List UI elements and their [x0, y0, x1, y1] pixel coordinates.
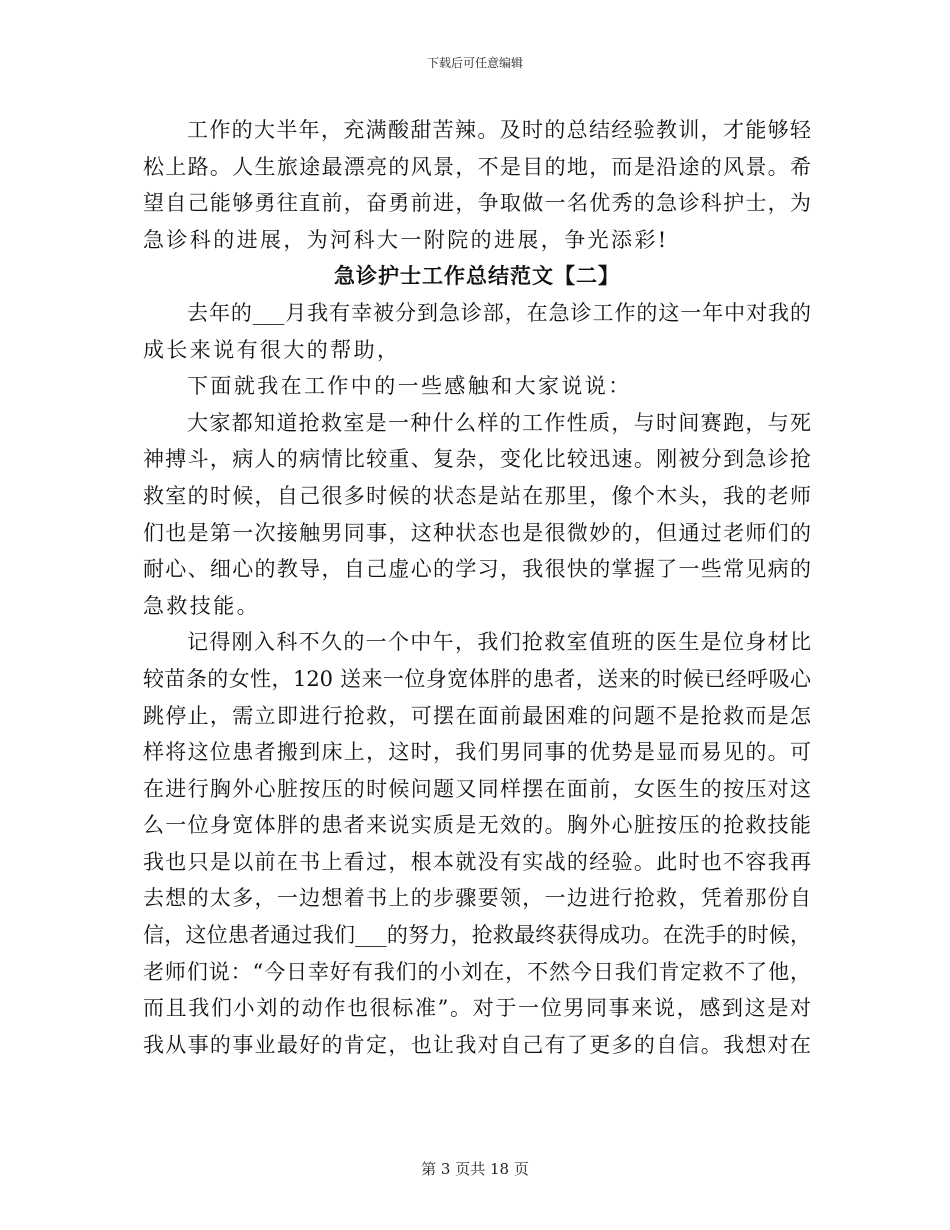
text-line: 信，这位患者通过我们___的努力，抢救最终获得成功。在洗手的时候， — [143, 923, 811, 948]
document-body — [143, 112, 811, 1063]
text-line: 们也是第一次接触男同事，这种状态也是很微妙的，但通过老师们的 — [143, 520, 811, 545]
section-title: 急诊护士工作总结范文【二】 — [334, 263, 620, 289]
text-line: 记得刚入科不久的一个中午，我们抢救室值班的医生是位身材比 — [187, 630, 811, 655]
text-line: 望自己能够勇往直前，奋勇前进，争取做一名优秀的急诊科护士，为 — [143, 191, 811, 216]
page-header: 下载后可任意编辑 — [426, 56, 523, 70]
text-line: 较苗条的女性，120 送来一位身宽体胖的患者，送来的时候已经呼吸心 — [143, 666, 811, 691]
text-line: 我也只是以前在书上看过，根本就没有实战的经验。此时也不容我再 — [143, 849, 811, 874]
text-line: 去年的___月我有幸被分到急诊部，在急诊工作的这一年中对我的 — [187, 300, 811, 325]
text-line: 工作的大半年，充满酸甜苦辣。及时的总结经验教训，才能够轻 — [187, 118, 811, 142]
text-line: 跳停止，需立即进行抢救，可摆在面前最困难的问题不是抢救而是怎 — [143, 703, 811, 728]
text-line: 急救技能。 — [143, 593, 260, 618]
text-line: 么一位身宽体胖的患者来说实质是无效的。胸外心脏按压的抢救技能 — [143, 813, 811, 838]
text-line: 下面就我在工作中的一些感触和大家说说： — [187, 374, 632, 399]
paragraph-block — [143, 112, 811, 258]
text-line: 成长来说有很大的帮助， — [143, 337, 401, 362]
text-line: 大家都知道抢救室是一种什么样的工作性质，与时间赛跑，与死 — [187, 410, 811, 435]
text-line: 耐心、细心的教导，自己虚心的学习，我很快的掌握了一些常见病的 — [143, 557, 811, 582]
text-line: 老师们说：“今日幸好有我们的小刘在，不然今日我们肯定救不了他， — [143, 959, 811, 984]
text-line: 松上路。人生旅途最漂亮的风景，不是目的地，而是沿途的风景。希 — [143, 154, 811, 179]
text-line: 样将这位患者搬到床上，这时，我们男同事的优势是显而易见的。可 — [143, 740, 811, 765]
page-number: 第 3 页共 18 页 — [421, 1160, 529, 1178]
text-line: 急诊科的进展，为河科大一附院的进展，争光添彩! — [143, 227, 669, 252]
text-line: 救室的时候，自己很多时候的状态是站在那里，像个木头，我的老师 — [143, 483, 811, 508]
section-body — [143, 295, 811, 1063]
text-line: 而且我们小刘的动作也很标准”。对于一位男同事来说，感到这是对 — [143, 996, 811, 1021]
text-line: 我从事的事业最好的肯定，也让我对自己有了更多的自信。我想对在 — [143, 1032, 811, 1057]
text-line: 在进行胸外心脏按压的时候问题又同样摆在面前，女医生的按压对这 — [143, 776, 811, 801]
text-line: 神搏斗，病人的病情比较重、复杂，变化比较迅速。刚被分到急诊抢 — [143, 447, 811, 472]
text-line: 去想的太多，一边想着书上的步骤要领，一边进行抢救，凭着那份自 — [143, 886, 811, 911]
